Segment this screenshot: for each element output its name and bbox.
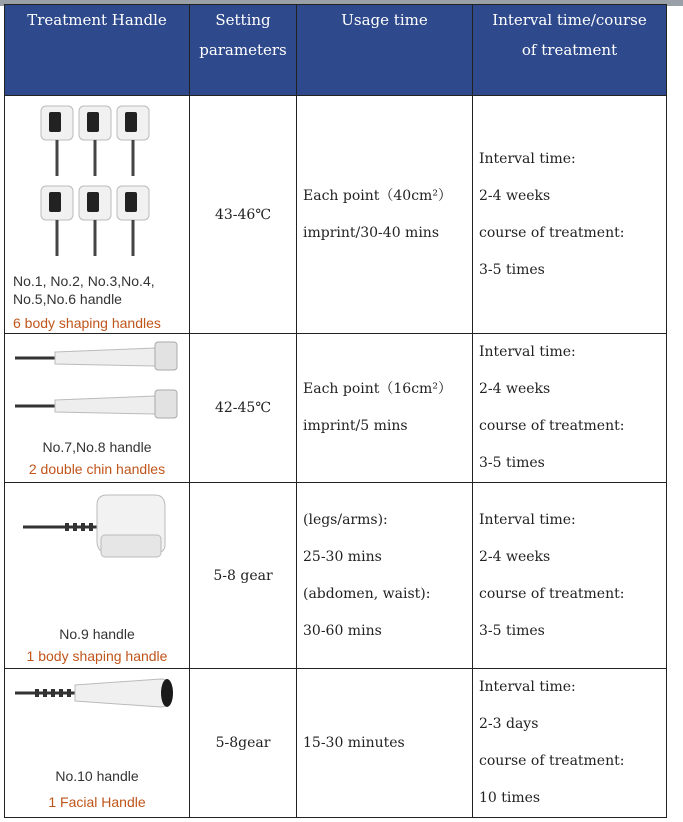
double-chin-handle-icon	[5, 334, 190, 428]
handle-cell	[5, 96, 190, 334]
usage-cell	[297, 96, 473, 334]
interval-line: 3-5 times	[479, 261, 545, 278]
interval-line: 2-4 weeks	[479, 187, 551, 204]
interval-line: course of treatment:	[479, 418, 625, 434]
interval-line: course of treatment:	[479, 224, 625, 241]
handle-cell	[5, 483, 190, 669]
header-interval-line2: of treatment	[521, 41, 618, 59]
header-usage-time	[297, 5, 473, 96]
parameter-cell	[190, 334, 297, 483]
header-setting-parameters	[190, 5, 297, 96]
parameter-value: 5-8gear	[215, 735, 271, 751]
usage-cell	[297, 334, 473, 483]
header-setting-line2: parameters	[199, 41, 287, 59]
handle-subtitle: 2 double chin handles	[28, 461, 166, 477]
handle-name: No.10 handle	[55, 768, 139, 784]
interval-line: Interval time:	[479, 344, 576, 360]
usage-line: (abdomen, waist):	[303, 585, 431, 602]
handle-subtitle: 1 Facial Handle	[48, 794, 146, 810]
interval-line: 10 times	[479, 790, 541, 806]
interval-line: 2-4 weeks	[479, 548, 551, 565]
usage-line: 15-30 minutes	[303, 734, 405, 751]
interval-line: Interval time:	[479, 511, 576, 528]
header-interval	[473, 5, 667, 96]
interval-line: 3-5 times	[479, 622, 545, 639]
parameter-value: 5-8 gear	[213, 567, 273, 584]
parameter-cell	[190, 669, 297, 818]
handle-name-line1: No.1, No.2, No.3,No.4,	[13, 273, 155, 289]
treatment-table	[4, 4, 667, 818]
usage-line: Each point（16cm²）	[303, 381, 452, 397]
handle-subtitle: 1 body shaping handle	[26, 648, 168, 664]
interval-line: 2-3 days	[479, 716, 539, 732]
usage-line: (legs/arms):	[303, 511, 388, 528]
interval-line: course of treatment:	[479, 585, 625, 602]
interval-cell	[473, 96, 667, 334]
treatment-table-wrapper	[4, 4, 667, 818]
interval-cell	[473, 669, 667, 818]
parameter-value: 42-45℃	[214, 400, 272, 416]
usage-cell	[297, 483, 473, 669]
parameter-cell	[190, 483, 297, 669]
header-setting-line1: Setting	[215, 11, 271, 29]
handle-cell	[5, 669, 190, 818]
table-row	[5, 483, 667, 669]
table-row	[5, 96, 667, 334]
interval-line: 3-5 times	[479, 455, 545, 471]
parameter-cell	[190, 96, 297, 334]
interval-line: Interval time:	[479, 150, 576, 167]
body-shaping-handle-icon	[5, 483, 190, 603]
usage-cell	[297, 669, 473, 818]
header-interval-line1: Interval time/course	[492, 11, 647, 29]
handle-cell	[5, 334, 190, 483]
usage-line: Each point（40cm²）	[303, 187, 452, 204]
six-small-applicator-handles-icon	[5, 96, 190, 266]
usage-line: 25-30 mins	[303, 548, 382, 565]
handle-name-line2: No.5,No.6 handle	[13, 291, 122, 307]
handle-subtitle: 6 body shaping handles	[13, 315, 161, 331]
header-row	[5, 5, 667, 96]
table-row	[5, 334, 667, 483]
usage-line: imprint/30-40 mins	[303, 224, 440, 241]
header-usage-label: Usage time	[341, 11, 428, 29]
usage-line: 30-60 mins	[303, 622, 382, 639]
interval-line: course of treatment:	[479, 753, 625, 769]
interval-cell	[473, 483, 667, 669]
usage-line: imprint/5 mins	[303, 418, 408, 434]
parameter-value: 43-46℃	[214, 206, 272, 223]
header-treatment-handle	[5, 5, 190, 96]
header-handle-label: Treatment Handle	[27, 11, 167, 29]
table-row	[5, 669, 667, 818]
facial-handle-icon	[5, 669, 190, 749]
handle-name: No.9 handle	[59, 626, 135, 642]
interval-line: 2-4 weeks	[479, 381, 551, 397]
interval-line: Interval time:	[479, 679, 576, 695]
interval-cell	[473, 334, 667, 483]
handle-name: No.7,No.8 handle	[42, 439, 152, 455]
